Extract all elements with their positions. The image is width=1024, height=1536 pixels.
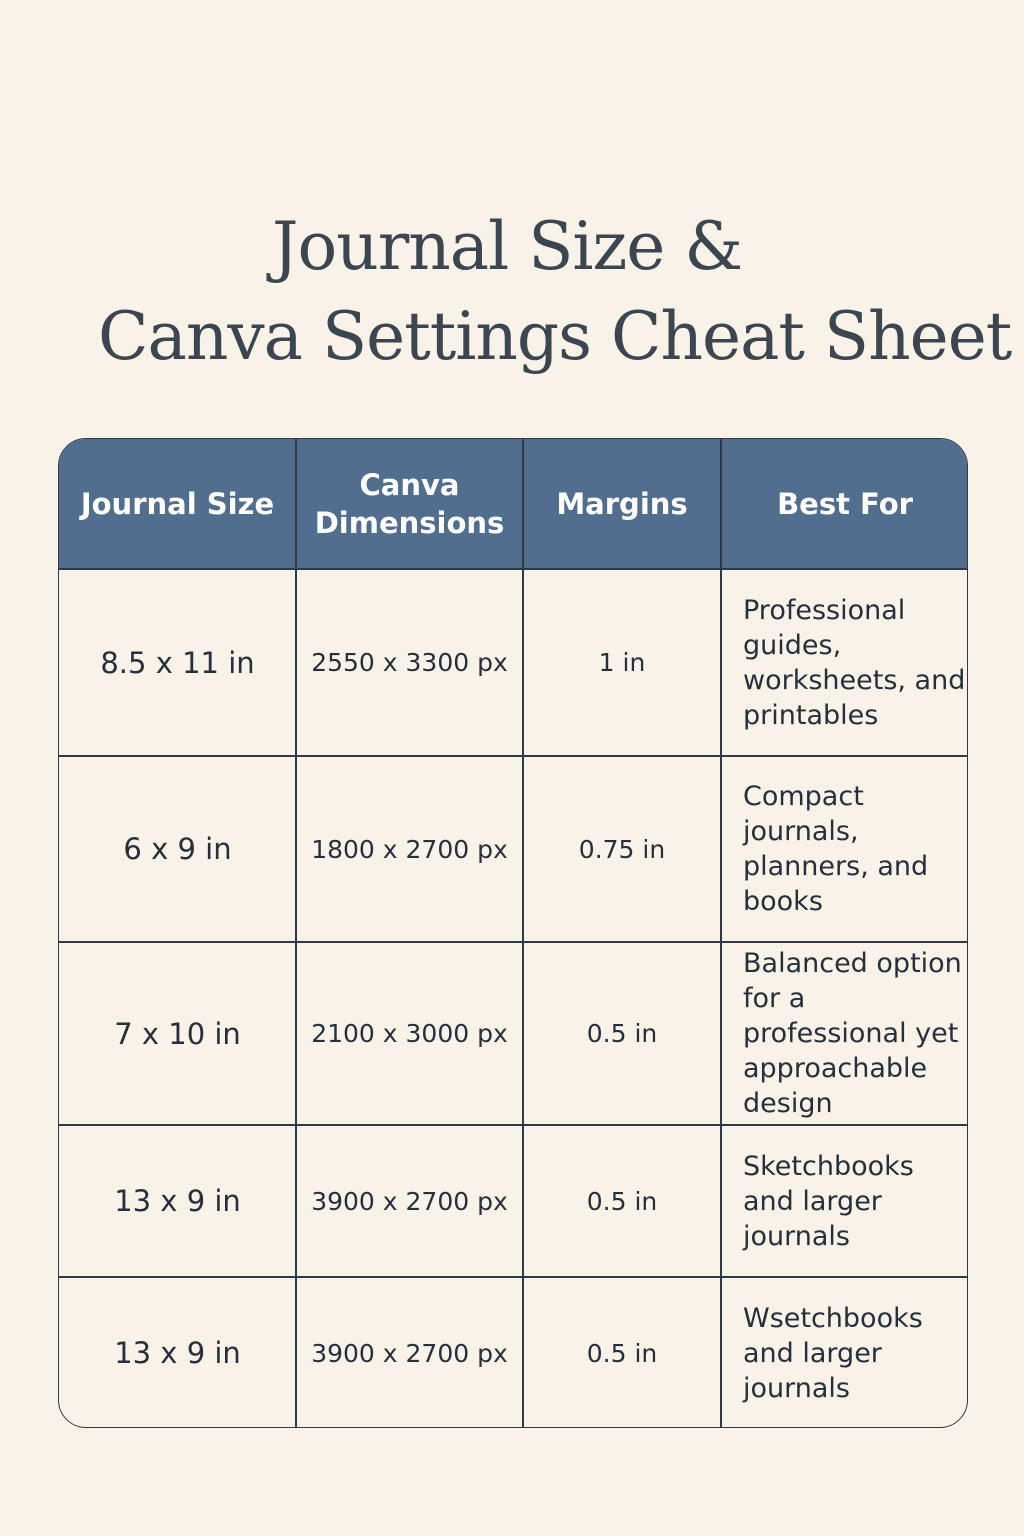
table-cell-dimensions: 2550 x 3300 px [311, 648, 508, 677]
table-cell-size: 13 x 9 in [114, 1336, 241, 1370]
header-cell: Margins [556, 487, 688, 521]
table-cell-margins: 0.75 in [578, 834, 666, 864]
header-cell: Journal Size [80, 487, 275, 521]
row-divider [59, 1276, 967, 1278]
column-divider [720, 439, 722, 1427]
table-cell-best-for: Balanced option for a professional yet approachable design [743, 948, 962, 1119]
table-cell-dimensions: 3900 x 2700 px [311, 1186, 508, 1216]
page-title-line2: Canva Settings Cheat Sheet [98, 298, 1012, 375]
table-cell-margins: 0.5 in [586, 1186, 658, 1216]
cheat-sheet-table [58, 438, 968, 1428]
table-cell-margins: 0.5 in [586, 1338, 658, 1368]
row-divider [59, 1124, 967, 1126]
table-cell-best-for: Professional guides, worksheets, and printables [743, 594, 966, 731]
row-divider [59, 568, 967, 570]
table-cell-size: 13 x 9 in [114, 1184, 241, 1218]
row-divider [59, 755, 967, 757]
table-cell-best-for: Sketchbooks and larger journals [743, 1150, 914, 1252]
page-title-line1: Journal Size & [272, 208, 743, 285]
table-cell-size: 7 x 10 in [114, 1016, 241, 1051]
table-cell-best-for: Wsetchbooks and larger journals [743, 1302, 923, 1404]
column-divider [522, 439, 524, 1427]
column-divider [295, 439, 297, 1427]
row-divider [59, 941, 967, 943]
table-cell-best-for: Compact journals, planners, and books [743, 781, 929, 917]
table-cell-dimensions: 1800 x 2700 px [311, 834, 508, 864]
table-cell-size: 8.5 x 11 in [100, 645, 255, 680]
header-cell: Canva Dimensions [314, 468, 505, 540]
header-cell: Best For [777, 487, 913, 521]
table-cell-dimensions: 2100 x 3000 px [311, 1019, 508, 1048]
table-cell-dimensions: 3900 x 2700 px [311, 1338, 508, 1368]
table-cell-size: 6 x 9 in [123, 832, 232, 866]
table-cell-margins: 1 in [598, 648, 646, 677]
table-cell-margins: 0.5 in [586, 1019, 658, 1048]
